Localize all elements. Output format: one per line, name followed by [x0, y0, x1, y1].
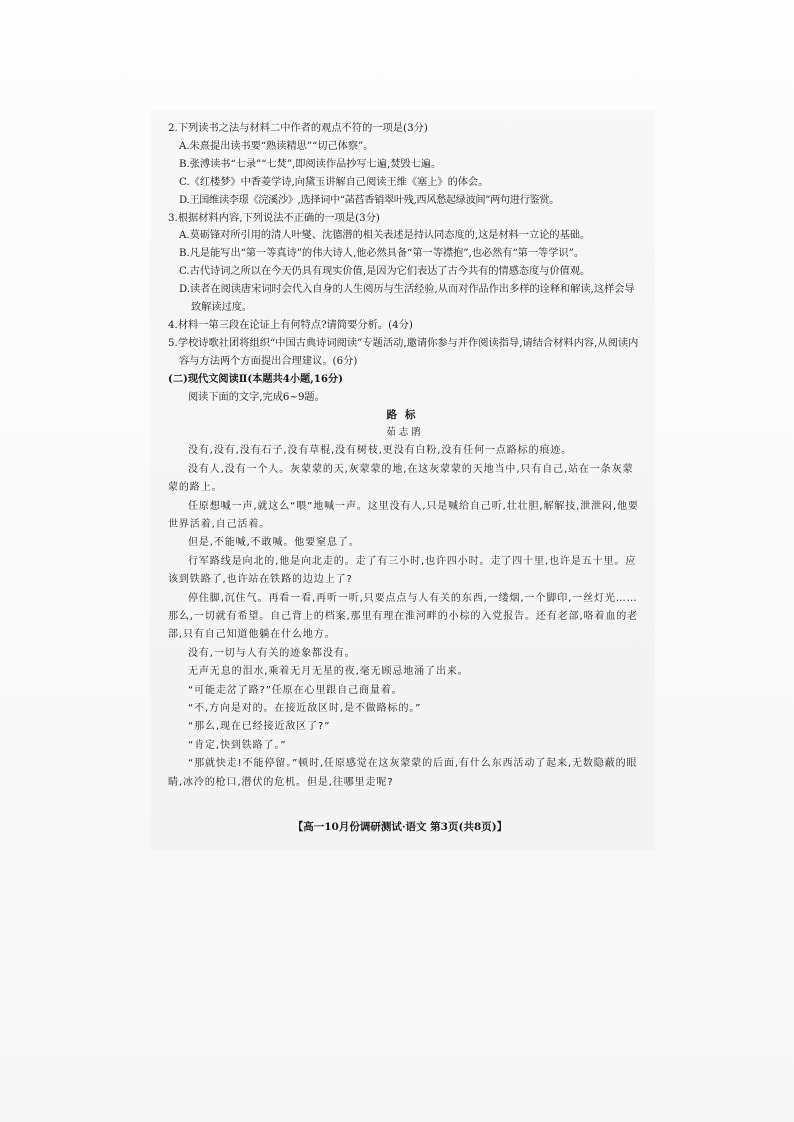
- story-paragraph: 没有,没有,没有石子,没有草棍,没有树枝,更没有白粉,没有任何一点路标的痕迹。: [188, 445, 573, 457]
- question-2-option-a: A.朱熹提出读书要“熟读精思”“切己体察”。: [179, 140, 374, 152]
- section-heading: (二)现代文阅读Ⅱ(本题共4小题,16分): [168, 372, 343, 385]
- story-paragraph: 但是,不能喊,不敢喊。他要窒息了。: [188, 537, 360, 549]
- story-title: 路标: [386, 408, 424, 421]
- question-2-stem: 2.下列读书之法与材料二中作者的观点不符的一项是(3分): [168, 123, 428, 134]
- question-3-option-c: C.古代诗词之所以在今天仍具有现实价值,是因为它们表达了古今共有的情感态度与价值观。: [179, 266, 591, 278]
- story-paragraph: “肯定,快到铁路了。”: [188, 739, 287, 751]
- page-content: [168, 120, 642, 792]
- story-paragraph: 没有,一切与人有关的迹象都没有。: [188, 647, 356, 659]
- story-paragraph: “可能走岔了路?”任原在心里跟自己商量着。: [188, 684, 403, 696]
- question-3-option-a: A.莫砺锋对所引用的清人叶燮、沈德潜的相关表述是持认同态度的,这是材料一立论的基础。: [179, 230, 591, 242]
- story-paragraph: 无声无息的泪水,乘着无月无星的夜,毫无顾忌地涌了出来。: [188, 666, 469, 678]
- story-paragraph: 行军路线是向北的,他是向北走的。走了有三小时,也许四小时。走了四十里,也许是五十里。应该到铁路了,也许站在铁路的边边上了?: [168, 555, 637, 586]
- question-2-option-c: C.《红楼梦》中香菱学诗,向黛玉讲解自己阅读王维《塞上》的体会。: [179, 176, 489, 188]
- story-author: 茹志鹃: [386, 427, 424, 439]
- question-3-option-d: D.读者在阅读唐宋词时会代入自身的人生阅历与生活经验,从而对作品作出多样的诠释和解读,这样会导致解读过度。: [179, 284, 635, 314]
- story-paragraph: 任原想喊一声,就这么“喂”地喊一声。这里没有人,只是喊给自己听,壮壮胆,解解技,泄泄闷,他要世界活着,自己活着。: [168, 500, 639, 530]
- question-2-option-b: B.张溥读书“七录”“七焚”,即阅读作品抄写七遍,焚毁七遍。: [179, 158, 442, 170]
- story-paragraph: “那么,现在已经接近敌区了?”: [188, 721, 331, 733]
- question-5: 5.学校诗歌社团将组织“中国古典诗词阅读”专题活动,邀请你参与并作阅读指导,请结合材料内容,从阅读内容与方法两个方面提出合理建议。(6分): [168, 337, 639, 367]
- section-instruction: 阅读下面的文字,完成6~9题。: [188, 391, 325, 403]
- question-4: 4.材料一第三段在论证上有何特点?请简要分析。(4分): [168, 319, 413, 331]
- page-footer: 【高一10月份调研测试·语文 第3页(共8页)】: [292, 821, 508, 833]
- story-paragraph: “不,方向是对的。在接近敌区时,是不做路标的。”: [188, 703, 422, 714]
- question-3-option-b: B.凡是能写出“第一等真诗”的伟大诗人,他必然具备“第一等襟抱”,也必然有“第一等学识”。: [179, 248, 585, 260]
- story-paragraph: “那就快走!不能停留。”顿时,任原感觉在这灰蒙蒙的后面,有什么东西活动了起来,无数隐蔽的眼睛,冰冷的枪口,潜伏的危机。但是,往哪里走呢?: [168, 758, 638, 788]
- story-paragraph: 停住脚,沉住气。再看一看,再听一听,只要点点与人有关的东西,一缕烟,一个脚印,一丝灯光……那么,一切就有希望。自己背上的档案,那里有理在淮河畔的小棕的入党报告。还有老部,咯着血的老部,只有自己知道他躺在什么地方。: [168, 592, 639, 641]
- question-2-option-d: D.王国维读李璟《浣溪沙》,选择词中“菡萏香销翠叶残,西风愁起绿波间”两句进行鉴赏。: [179, 194, 559, 206]
- story-paragraph: 没有人,没有一个人。灰蒙蒙的天,灰蒙蒙的地,在这灰蒙蒙的天地当中,只有自己,站在一条灰蒙蒙的路上。: [168, 463, 634, 494]
- question-3-stem: 3.根据材料内容,下列说法不正确的一项是(3分): [168, 212, 380, 224]
